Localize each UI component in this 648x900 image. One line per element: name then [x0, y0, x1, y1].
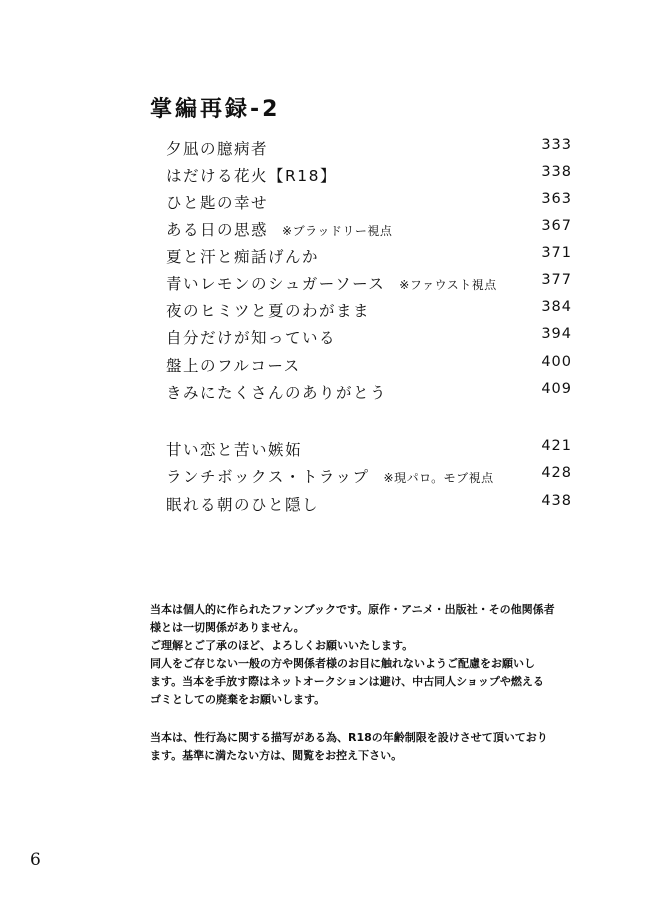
toc-entry-title	[166, 438, 302, 460]
toc-title-text: 夜のヒミツと夏のわがまま	[166, 302, 371, 320]
toc-entry-title	[166, 326, 336, 348]
notice-line: 当本は個人的に作られたファンブックです。原作・アニメ・出版社・その他関係者	[150, 603, 555, 616]
toc-entry	[166, 191, 576, 215]
toc-entry	[166, 465, 576, 489]
toc-title-text: 盤上のフルコース	[166, 357, 301, 375]
toc-entry	[166, 493, 576, 517]
toc-entry-title	[166, 191, 268, 213]
section-title: 掌編再録-2	[150, 97, 281, 122]
toc-entry-page: 421	[541, 438, 572, 454]
toc-entry-title	[166, 493, 319, 515]
toc-entry	[166, 326, 576, 350]
toc-title-text: はだける花火【R18】	[166, 167, 337, 185]
disclaimer-paragraph	[150, 601, 590, 709]
toc-entry	[166, 218, 576, 242]
notice-line: ます。当本を手放す際はネットオークションは避け、中古同人ショップや燃える	[150, 675, 544, 688]
toc-entry	[166, 272, 576, 296]
toc-title-text: 夕凪の臆病者	[166, 140, 269, 158]
toc-entry-title	[166, 465, 494, 487]
notice-line: ご理解とご了承のほど、よろしくお願いいたします。	[150, 639, 414, 652]
toc-entry-page: 377	[541, 272, 572, 288]
notice-line: 当本は、性行為に関する描写がある為、R18の年齢制限を設けさせて頂いており	[150, 731, 548, 744]
toc-entry	[166, 438, 576, 462]
notice-line: ゴミとしての廃棄をお願いします。	[150, 693, 326, 706]
toc-entry-page: 428	[541, 465, 572, 481]
toc-entry	[166, 354, 576, 378]
toc-entry	[166, 164, 576, 188]
toc-title-text: ひと匙の幸せ	[166, 194, 269, 212]
toc-entry-title	[166, 272, 497, 294]
notice-line: 同人をご存じない一般の方や関係者様のお目に触れないようご配慮をお願いし	[150, 657, 535, 670]
toc-entry-page: 333	[541, 137, 572, 153]
toc-entry-note: ※ファウスト視点	[399, 278, 497, 292]
toc-entry-page: 409	[541, 381, 572, 397]
toc-entry-page: 384	[541, 299, 572, 315]
toc-title-text: ある日の思惑	[166, 221, 269, 239]
toc-entry-page: 394	[541, 326, 572, 342]
toc-title-text: きみにたくさんのありがとう	[166, 384, 388, 402]
toc-entry-note: ※ブラッドリー視点	[282, 224, 393, 238]
toc-entry-page: 363	[541, 191, 572, 207]
toc-title-text: 眠れる朝のひと隠し	[166, 496, 320, 514]
toc-title-text: 青いレモンのシュガーソース	[166, 275, 386, 293]
toc-title-text: ランチボックス・トラップ	[166, 468, 370, 486]
toc-entry-title	[166, 137, 268, 159]
toc-entry	[166, 245, 576, 269]
notice-line: ます。基準に満たない方は、閲覧をお控え下さい。	[150, 749, 403, 762]
toc-entry-note: ※現パロ。モブ視点	[383, 471, 494, 485]
age-restriction-paragraph	[150, 729, 590, 765]
toc-entry-page: 400	[541, 354, 572, 370]
toc-entry	[166, 381, 576, 405]
toc-entry-title	[166, 245, 319, 267]
toc-entry-page: 338	[541, 164, 572, 180]
toc-entry-title	[166, 218, 392, 240]
toc-title-text: 甘い恋と苦い嫉妬	[166, 441, 303, 459]
toc-entry-title	[166, 354, 301, 376]
toc-entry-page: 438	[541, 493, 572, 509]
toc-entry	[166, 137, 576, 161]
toc-entry-title	[166, 299, 370, 321]
page-number: 6	[30, 850, 41, 870]
toc-title-text: 自分だけが知っている	[166, 329, 337, 347]
toc-entry-page: 367	[541, 218, 572, 234]
toc-entry-title	[166, 164, 337, 186]
toc-entry-page: 371	[541, 245, 572, 261]
toc-entry	[166, 299, 576, 323]
toc-entry-title	[166, 381, 387, 403]
notice-line: 様とは一切関係がありません。	[150, 621, 305, 634]
toc-title-text: 夏と汗と痴話げんか	[166, 248, 320, 266]
